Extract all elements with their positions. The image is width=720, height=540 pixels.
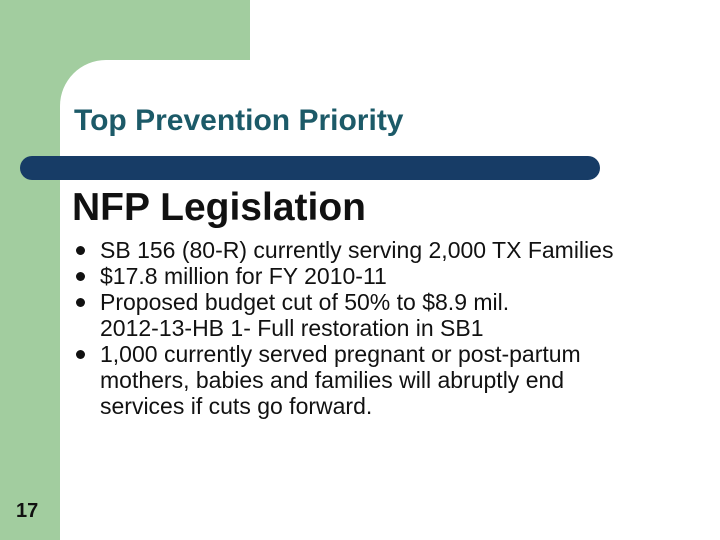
bullet-dot-icon (76, 272, 85, 281)
bullet-text: 1,000 currently served pregnant or post-partum mothers, babies and families will abruptly end services if cuts go forward. (100, 341, 581, 419)
bullet-item (74, 237, 634, 263)
bullet-dot-icon (76, 350, 85, 359)
bullet-item (74, 289, 634, 315)
slide-subtitle: NFP Legislation (72, 186, 366, 229)
bullet-text: Proposed budget cut of 50% to $8.9 mil. (100, 289, 510, 315)
slide-title: Top Prevention Priority (74, 104, 404, 137)
bullet-continuation (74, 315, 634, 341)
bullet-text: $17.8 million for FY 2010-11 (100, 263, 387, 289)
page-number: 17 (16, 500, 39, 522)
green-left-band (0, 0, 60, 540)
bullet-dot-icon (76, 246, 85, 255)
continuation-text: 2012-13-HB 1- Full restoration in SB1 (100, 315, 484, 341)
bullet-dot-icon (76, 298, 85, 307)
bullet-text: SB 156 (80-R) currently serving 2,000 TX Families (100, 237, 614, 263)
bullet-item (74, 341, 634, 419)
bullet-item (74, 263, 634, 289)
title-underline-bar (20, 156, 600, 180)
bullet-list (74, 237, 634, 419)
